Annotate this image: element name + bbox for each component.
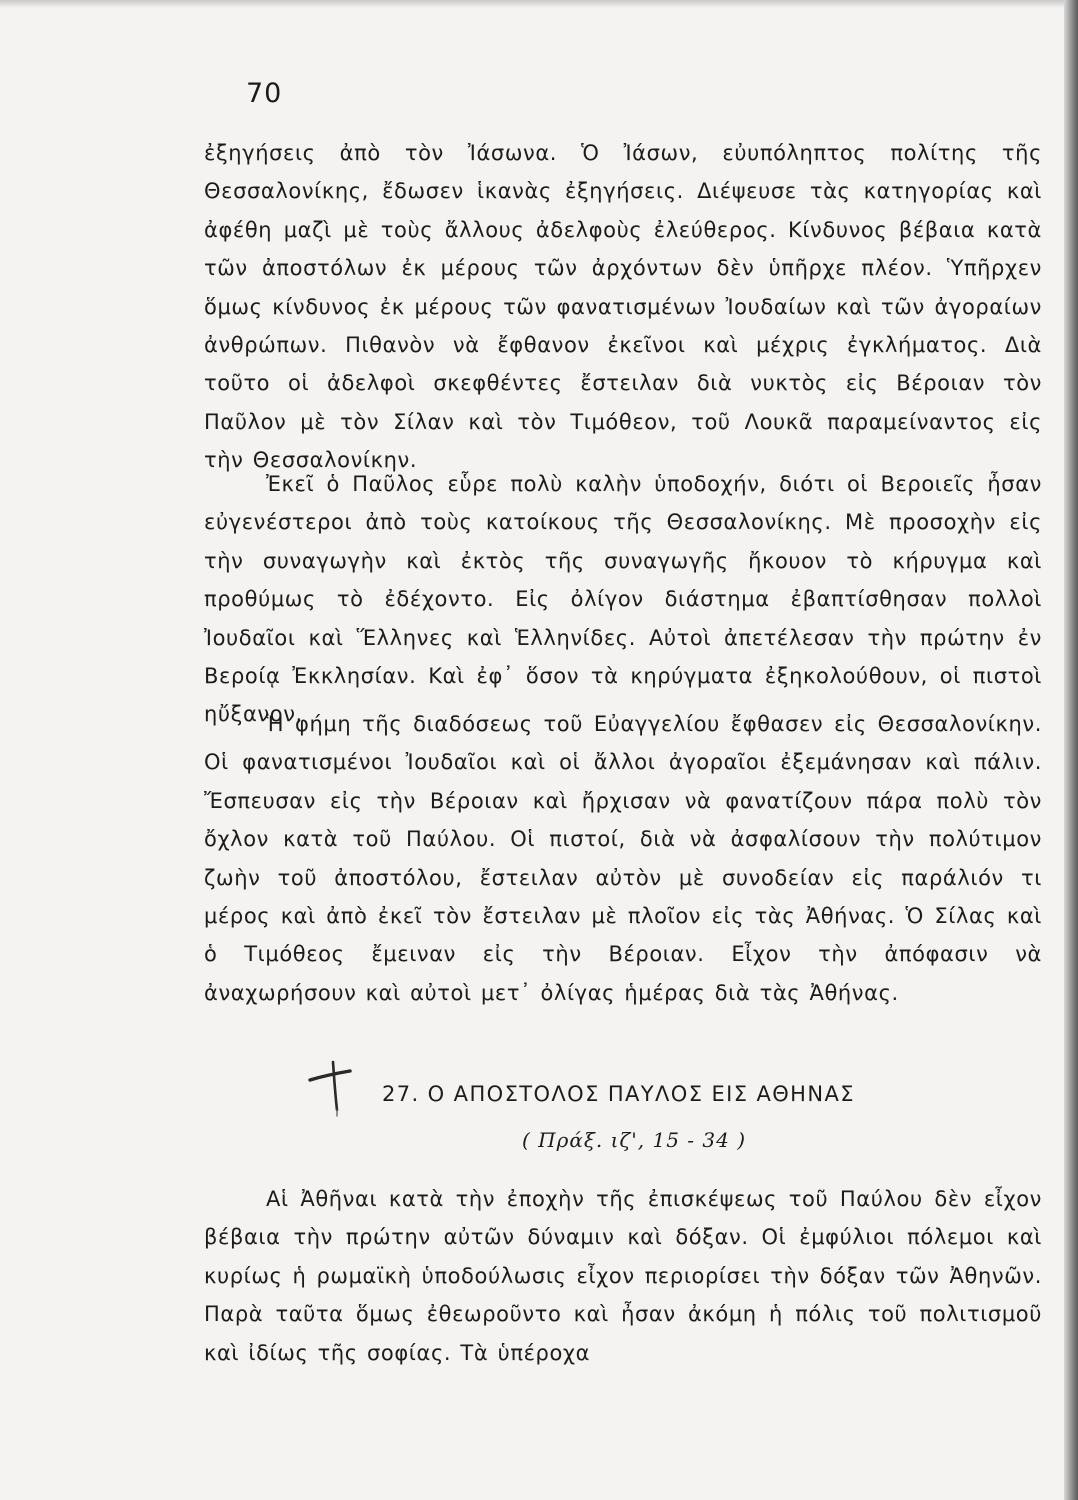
body-paragraph-2: Ἐκεῖ ὁ Παῦλος εὗρε πολὺ καλὴν ὑποδοχήν, διότι οἱ Βεροιεῖς ἦσαν εὐγενέστεροι ἀπὸ τοὺς κατοίκους τῆς Θεσσαλονίκης. Μὲ προσοχὴν εἰς τὴν συναγωγὴν καὶ ἐκτὸς τῆς συναγωγῆς ἤκουον τὸ κήρυγμα καὶ προθύμως τὸ ἐδέχοντο. Εἰς ὀλίγον διάστημα ἐβαπτίσθησαν πολλοὶ Ἰουδαῖοι καὶ Ἕλληνες καὶ Ἑλληνίδες. Αὐτοὶ ἀπετέλεσαν τὴν πρώτην ἐν Βεροίᾳ Ἐκκλησίαν. Καὶ ἐφ᾽ ὅσον τὰ κηρύγματα ἐξηκολούθουν, οἱ πιστοὶ ηὔξανον. bbox=[204, 472, 1042, 727]
page-binding-edge bbox=[1064, 0, 1078, 1500]
section-paragraph-1: Αἱ Ἀθῆναι κατὰ τὴν ἐποχὴν τῆς ἐπισκέψεως τοῦ Παύλου δὲν εἶχον βέβαια τὴν πρώτην αὐτῶν δύναμιν καὶ δόξαν. Οἱ ἐμφύλιοι πόλεμοι καὶ κυρίως ἡ ρωμαϊκὴ ὑποδούλωσις εἶχον περιορίσει τὴν δόξαν τῶν Ἀθηνῶν. Παρὰ ταῦτα ὅμως ἐθεωροῦντο καὶ ἦσαν ἀκόμη ἡ πόλις τοῦ πολιτισμοῦ καὶ ἰδίως τῆς σοφίας. Τὰ ὑπέροχα bbox=[204, 1187, 1042, 1365]
page-top-edge-shadow bbox=[0, 0, 1078, 8]
section-title: 27. Ο ΑΠΟΣΤΟΛΟΣ ΠΑΥΛΟΣ ΕΙΣ ΑΘΗΝΑΣ bbox=[382, 1082, 855, 1106]
body-paragraph-1: ἐξηγήσεις ἀπὸ τὸν Ἰάσωνα. Ὁ Ἰάσων, εὐυπόληπτος πολίτης τῆς Θεσσαλονίκης, ἔδωσεν ἱκανὰς ἐξηγήσεις. Διέψευσε τὰς κατηγορίας καὶ ἀφέθη μαζὶ μὲ τοὺς ἄλλους ἀδελφοὺς ἐλεύθερος. Κίνδυνος βέβαια κατὰ τῶν ἀποστόλων ἐκ μέρους τῶν ἀρχόντων δὲν ὑπῆρχε πλέον. Ὑπῆρχεν ὅμως κίνδυνος ἐκ μέρους τῶν φανατισμένων Ἰουδαίων καὶ τῶν ἀγοραίων ἀνθρώπων. Πιθανὸν νὰ ἔφθανον ἐκεῖνοι καὶ μέχρις ἐγκλήματος. Διὰ τοῦτο οἱ ἀδελφοὶ σκεφθέντες ἔστειλαν διὰ νυκτὸς εἰς Βέροιαν τὸν Παῦλον μὲ τὸν Σίλαν καὶ τὸν Τιμόθεον, τοῦ Λουκᾶ παραμείναντος εἰς τὴν Θεσσαλονίκην. bbox=[204, 141, 1042, 473]
page-number: 70 bbox=[246, 78, 283, 109]
handwritten-cross-mark bbox=[306, 1058, 356, 1120]
body-paragraph-3: Ἡ φήμη τῆς διαδόσεως τοῦ Εὐαγγελίου ἔφθασεν εἰς Θεσσαλονίκην. Οἱ φανατισμένοι Ἰουδαῖοι καὶ οἱ ἄλλοι ἀγοραῖοι ἐξεμάνησαν καὶ πάλιν. Ἔσπευσαν εἰς τὴν Βέροιαν καὶ ἤρχισαν νὰ φανατίζουν πάρα πολὺ τὸν ὄχλον κατὰ τοῦ Παύλου. Οἱ πιστοί, διὰ νὰ ἀσφαλίσουν τὴν πολύτιμον ζωὴν τοῦ ἀποστόλου, ἔστειλαν αὐτὸν μὲ συνοδείαν εἰς παράλιόν τι μέρος καὶ ἀπὸ ἐκεῖ τὸν ἔστειλαν μὲ πλοῖον εἰς τὰς Ἀθήνας. Ὁ Σίλας καὶ ὁ Τιμόθεος ἔμειναν εἰς τὴν Βέροιαν. Εἶχον τὴν ἀπόφασιν νὰ ἀναχωρήσουν καὶ αὐτοὶ μετ᾽ ὀλίγας ἡμέρας διὰ τὰς Ἀθήνας. bbox=[204, 712, 1042, 1005]
section-scripture-reference: ( Πράξ. ιζ', 15 - 34 ) bbox=[522, 1128, 747, 1152]
